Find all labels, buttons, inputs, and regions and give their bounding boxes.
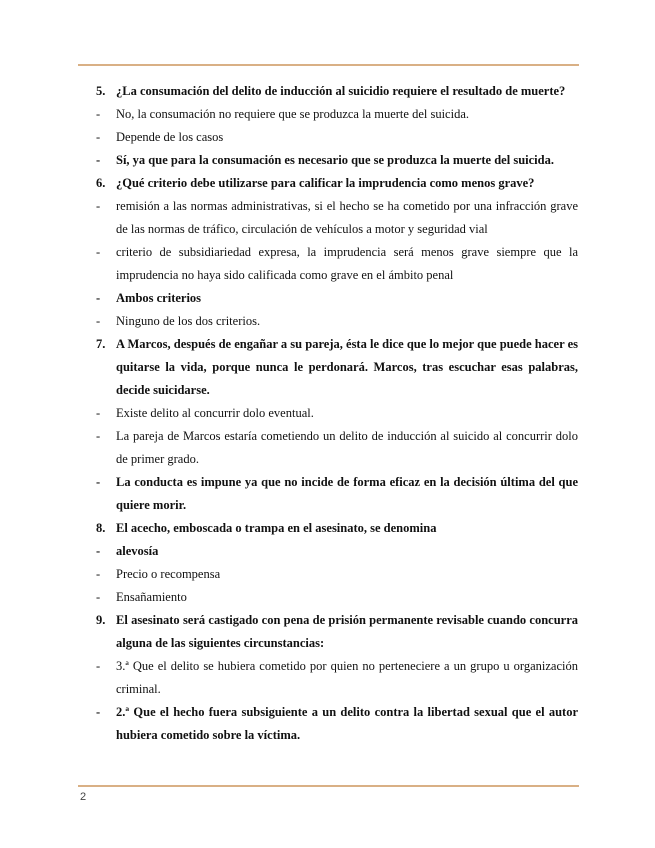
item-marker: - (96, 291, 101, 305)
item-marker: - (96, 705, 101, 719)
page-number: 2 (80, 791, 87, 803)
question-text: El asesinato será castigado con pena de prisión permanente revisable cuando concurra alguna de las siguientes circunstancias: (116, 613, 578, 650)
item-marker: - (96, 429, 101, 443)
footer-rule (78, 785, 579, 787)
answer-text: La pareja de Marcos estaría cometiendo un delito de inducción al suicido al concurrir dolo de primer grado. (116, 429, 578, 466)
answer-option (96, 310, 578, 333)
item-marker: - (96, 475, 101, 489)
item-marker: 8. (96, 521, 106, 535)
answer-option (96, 103, 578, 126)
question-8 (96, 517, 578, 540)
answer-text: alevosía (116, 544, 159, 558)
answer-option (96, 241, 578, 287)
answer-option (96, 195, 578, 241)
correct-answer-option (96, 287, 578, 310)
answer-text: Sí, ya que para la consumación es necesario que se produzca la muerte del suicida. (116, 153, 554, 167)
question-7 (96, 333, 578, 402)
question-text: A Marcos, después de engañar a su pareja, ésta le dice que lo mejor que puede hacer es quitarse la vida, porque nunca le perdonará. Marcos, tras escuchar esas palabras, decide suicidarse. (116, 337, 578, 397)
item-marker: 6. (96, 176, 106, 190)
answer-text: Existe delito al concurrir dolo eventual. (116, 406, 314, 420)
answer-option (96, 425, 578, 471)
correct-answer-option (96, 149, 578, 172)
answer-option (96, 563, 578, 586)
question-6 (96, 172, 578, 195)
header-rule (78, 64, 579, 66)
question-9 (96, 609, 578, 655)
item-marker: - (96, 567, 101, 581)
answer-text: remisión a las normas administrativas, si el hecho se ha cometido por una infracción grave de las normas de tráfico, circulación de vehículos a motor y seguridad vial (116, 199, 578, 236)
question-text: El acecho, emboscada o trampa en el asesinato, se denomina (116, 521, 437, 535)
item-marker: - (96, 153, 101, 167)
answer-text: Depende de los casos (116, 130, 224, 144)
answer-text: Ambos criterios (116, 291, 202, 305)
correct-answer-option (96, 701, 578, 747)
answer-option (96, 655, 578, 701)
answer-text: 2.ª Que el hecho fuera subsiguiente a un delito contra la libertad sexual que el autor hubiera cometido sobre la víctima. (116, 705, 578, 742)
answer-text: No, la consumación no requiere que se produzca la muerte del suicida. (116, 107, 469, 121)
item-marker: - (96, 406, 101, 420)
item-marker: - (96, 659, 101, 673)
question-5 (96, 80, 578, 103)
item-marker: - (96, 314, 101, 328)
correct-answer-option (96, 540, 578, 563)
answer-option (96, 402, 578, 425)
question-list (96, 80, 578, 747)
question-text: ¿La consumación del delito de inducción al suicidio requiere el resultado de muerte? (116, 84, 566, 98)
answer-text: criterio de subsidiariedad expresa, la imprudencia será menos grave siempre que la imprudencia no haya sido calificada como grave en el ámbito penal (116, 245, 578, 282)
item-marker: 5. (96, 84, 106, 98)
answer-text: Ninguno de los dos criterios. (116, 314, 261, 328)
item-marker: - (96, 590, 101, 604)
answer-option (96, 586, 578, 609)
answer-text: Precio o recompensa (116, 567, 221, 581)
answer-text: La conducta es impune ya que no incide de forma eficaz en la decisión última del que quiere morir. (116, 475, 578, 512)
answer-text: Ensañamiento (116, 590, 187, 604)
item-marker: - (96, 544, 101, 558)
item-marker: - (96, 107, 101, 121)
item-marker: - (96, 245, 101, 259)
answer-option (96, 126, 578, 149)
item-marker: 7. (96, 337, 106, 351)
correct-answer-option (96, 471, 578, 517)
answer-text: 3.ª Que el delito se hubiera cometido por quien no perteneciere a un grupo u organización criminal. (116, 659, 578, 696)
question-text: ¿Qué criterio debe utilizarse para calificar la imprudencia como menos grave? (116, 176, 535, 190)
item-marker: - (96, 130, 101, 144)
item-marker: - (96, 199, 101, 213)
item-marker: 9. (96, 613, 106, 627)
